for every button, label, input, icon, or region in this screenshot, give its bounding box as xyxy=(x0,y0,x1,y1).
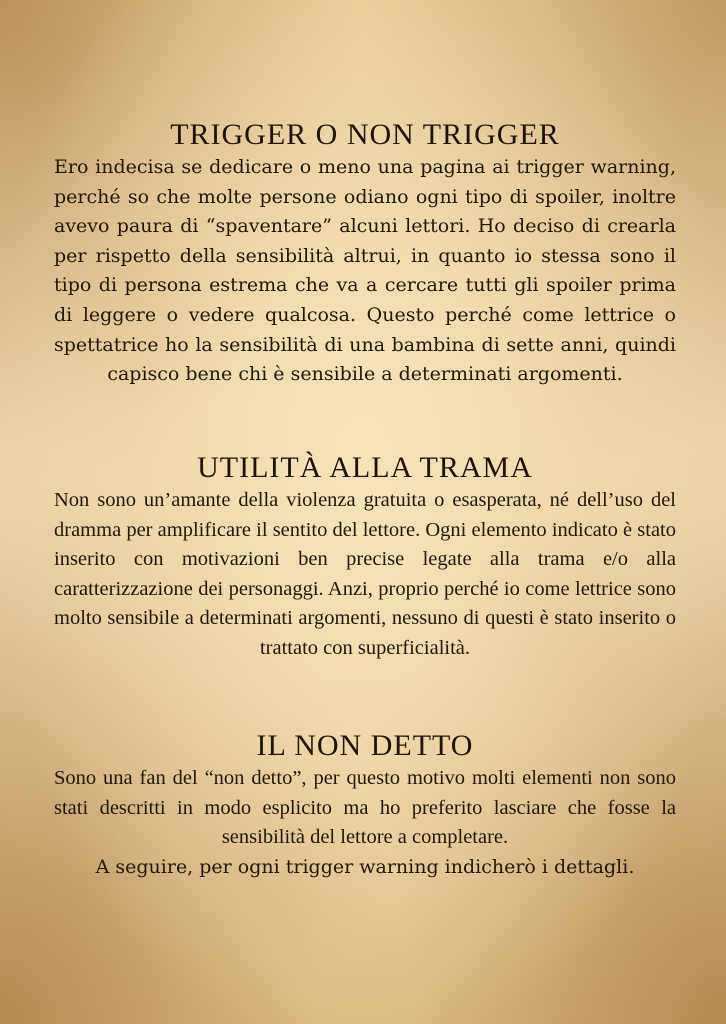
section-heading: TRIGGER O NON TRIGGER xyxy=(170,118,560,151)
section-heading: UTILITÀ ALLA TRAMA xyxy=(197,451,533,484)
closing-line: A seguire, per ogni trigger warning indicherò i dettagli. xyxy=(95,855,635,878)
section-trigger-o-non-trigger xyxy=(54,117,676,390)
section-paragraph: Non sono un’amante della violenza gratuita o esasperata, né dell’uso del dramma per amplificare il sentito del lettore. Ogni elemento indicato è stato inserito con motivazioni ben precise legate alla trama e/o alla caratterizzazione dei personaggi. Anzi, proprio perché io come lettrice sono molto sensibile a determinati argomenti, nessuno di questi è stato inserito o trattato con superficialità. xyxy=(54,489,676,659)
section-paragraph: Sono una fan del “non detto”, per questo motivo molti elementi non sono stati descritti in modo esplicito ma ho preferito lasciare che fosse la sensibilità del lettore a completare. xyxy=(54,767,676,849)
section-il-non-detto xyxy=(54,728,676,882)
section-utilita-alla-trama xyxy=(54,450,676,664)
section-heading: IL NON DETTO xyxy=(256,729,474,762)
section-paragraph: Ero indecisa se dedicare o meno una pagina ai trigger warning, perché so che molte persone odiano ogni tipo di spoiler, inoltre avevo paura di “spaventare” alcuni lettori. Ho deciso di crearla per rispetto della sensibilità altrui, in quanto io stessa sono il tipo di persona estrema che va a cercare tutti gli spoiler prima di leggere o vedere qualcosa. Questo perché come lettrice o spettatrice ho la sensibilità di una bambina di sette anni, quindi capisco bene chi è sensibile a determinati argomenti. xyxy=(54,156,676,386)
